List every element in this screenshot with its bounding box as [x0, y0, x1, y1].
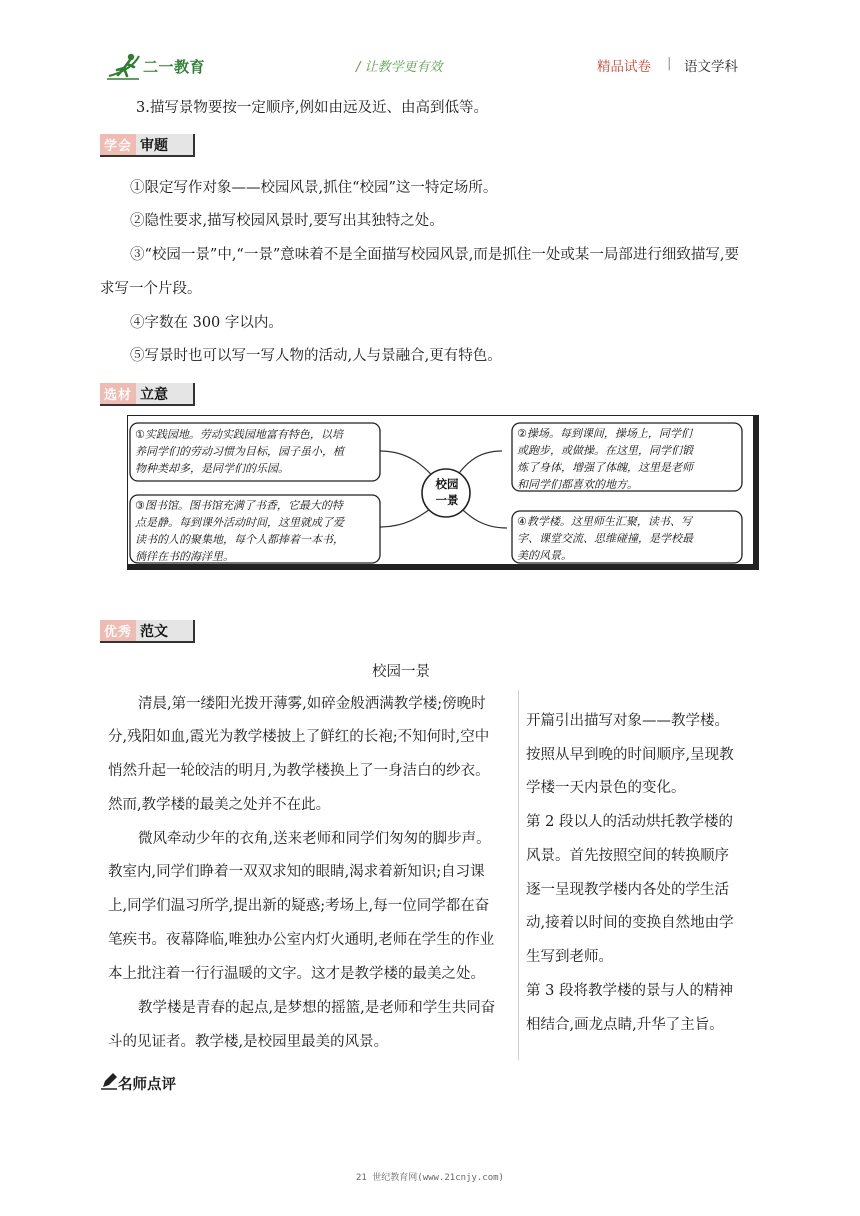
node-line: 养同学们的劳动习惯为目标，园子虽小，植	[135, 445, 344, 458]
node-line: ③图书馆。图书馆充满了书香，它最大的特	[135, 499, 343, 512]
node-line: 炼了身体，增强了体魄，这里是老师	[517, 461, 693, 474]
section-heading-review	[100, 134, 195, 157]
annotation-line: 第 2 段以人的活动烘托教学楼的	[526, 814, 733, 830]
essay-line: 然而,教学楼的最美之处并不在此。	[108, 797, 331, 813]
essay-line: 微风牵动少年的衣角,送来老师和同学们匆匆的脚步声。	[138, 831, 491, 847]
node-line: ④教学楼。这里师生汇聚，读书、写	[517, 515, 692, 528]
essay-title: 校园一景	[372, 664, 430, 680]
essay-line: 教室内,同学们睁着一双双求知的眼睛,渴求着新知识;自习课	[108, 864, 485, 880]
essay-line: 斗的见证者。教学楼,是校园里最美的风景。	[108, 1034, 389, 1050]
section-tag: 学会	[100, 134, 136, 155]
node-line: 和同学们都喜欢的地方。	[517, 478, 638, 491]
node-line: 点是静。每到课外活动时间，这里就成了爱	[135, 516, 344, 529]
annotation-line: 学楼一天内景色的变化。	[526, 780, 686, 796]
node-line: ①实践园地。劳动实践园地富有特色，以培	[135, 428, 343, 441]
analysis-item: ②隐性要求,描写校园风景时,要写出其独特之处。	[130, 213, 444, 229]
page-footer: 21 世纪教育网(www.21cnjy.com)	[356, 1173, 504, 1183]
slogan: / 让教学更有效	[356, 60, 443, 75]
intro-line: 3.描写景物要按一定顺序,例如由远及近、由高到低等。	[136, 100, 488, 116]
section-title: 范文	[136, 620, 193, 641]
node-line: 物种类却多，是同学们的乐园。	[135, 462, 289, 475]
essay-line: 悄然升起一轮皎洁的明月,为教学楼换上了一身洁白的纱衣。	[108, 763, 490, 779]
header-separator: |	[667, 55, 672, 71]
analysis-item: ③“校园一景”中,“一景”意味着不是全面描写校园风景,而是抓住一处或某一局部进行细致描写,要	[130, 247, 739, 263]
mind-map-center	[433, 476, 461, 508]
annotation-line: 按照从早到晚的时间顺序,呈现教	[526, 747, 734, 763]
annotation-line: 生写到老师。	[526, 949, 613, 965]
mind-map-node-teaching-building	[517, 513, 693, 564]
analysis-item: ⑤写景时也可以写一写人物的活动,人与景融合,更有特色。	[130, 348, 502, 364]
node-line: 或跑步，或做操。在这里，同学们锻	[517, 444, 693, 457]
node-line: 读书的人的聚集地，每个人都捧着一本书，	[135, 533, 344, 546]
node-line: ②操场。每到课间，操场上，同学们	[517, 427, 692, 440]
annotation-line: 动,接着以时间的变换自然地由学	[526, 915, 734, 931]
annotation-line: 风景。首先按照空间的转换顺序	[526, 848, 729, 864]
mind-map-node-library	[135, 497, 344, 565]
header-label-subject: 语文学科	[684, 59, 738, 75]
comment-heading: 名师点评	[118, 1077, 176, 1093]
annotation-line: 相结合,画龙点睛,升华了主旨。	[526, 1017, 724, 1033]
pen-icon	[100, 1072, 118, 1090]
section-tag: 选材	[100, 383, 136, 404]
section-tag: 优秀	[100, 620, 136, 641]
section-title: 立意	[136, 383, 193, 404]
mind-map-node-playground	[517, 425, 693, 493]
annotation-line: 开篇引出描写对象——教学楼。	[526, 713, 729, 729]
mind-map-node-garden	[135, 426, 344, 477]
mind-map	[127, 415, 759, 570]
analysis-item: 求写一个片段。	[100, 281, 202, 297]
section-heading-material	[100, 383, 195, 406]
center-line: 一景	[435, 493, 459, 507]
analysis-item: ①限定写作对象——校园风景,抓住“校园”这一特定场所。	[130, 180, 498, 196]
center-line: 校园	[435, 477, 459, 491]
node-line: 徜徉在书的海洋里。	[135, 550, 234, 563]
essay-line: 本上批注着一行行温暖的文字。这才是教学楼的最美之处。	[108, 966, 485, 982]
section-title: 审题	[136, 134, 193, 155]
annotation-line: 逐一呈现教学楼内各处的学生活	[526, 882, 729, 898]
logo-text: 二一教育	[143, 58, 206, 76]
node-line: 美的风景。	[517, 549, 572, 562]
essay-line: 分,残阳如血,霞光为教学楼披上了鲜红的长袍;不知何时,空中	[108, 729, 490, 745]
essay-line: 上,同学们温习所学,提出新的疑惑;考场上,每一位同学都在奋	[108, 898, 490, 914]
section-heading-sample	[100, 620, 195, 643]
annotation-line: 第 3 段将教学楼的景与人的精神	[526, 983, 733, 999]
essay-line: 笔疾书。夜幕降临,唯独办公室内灯火通明,老师在学生的作业	[108, 932, 495, 948]
essay-line: 教学楼是青春的起点,是梦想的摇篮,是老师和学生共同奋	[138, 1000, 496, 1016]
analysis-item: ④字数在 300 字以内。	[130, 315, 283, 331]
node-line: 字、课堂交流、思维碰撞，是学校最	[517, 532, 693, 545]
header-label-premium: 精品试卷	[597, 59, 651, 75]
column-divider	[518, 690, 519, 1060]
essay-line: 清晨,第一缕阳光拨开薄雾,如碎金般洒满教学楼;傍晚时	[138, 696, 486, 712]
